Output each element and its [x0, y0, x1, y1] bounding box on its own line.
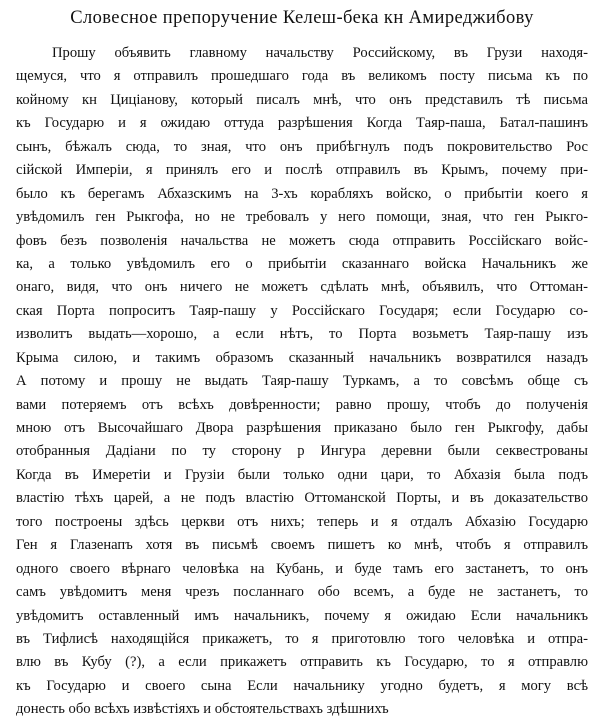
text-line: отобранныя Дадiани по ту сторону р Ингура деревни были секвестрованы [16, 443, 588, 460]
text-line: донесть обо всѣхъ извѣстiяхъ и обстоятельствахъ здѣшнихъ [16, 701, 389, 718]
text-line: койному кн Цицiанову, который писалъ мнѣ, что онъ представилъ тѣ письма [16, 91, 588, 108]
text-line: къ Государю и своего сына Если начальнику угодно будетъ, я могу всѣ [16, 677, 588, 694]
text-line: увѣдомилъ ген Рыкгофа, но не требовалъ у него помощи, зная, что ген Рыкго- [16, 209, 588, 226]
text-line: властiю тѣхъ царей, а не подъ властiю Оттоманской Порты, и въ доказательство [16, 490, 588, 507]
text-line: влю въ Кубу (?), а если прикажетъ отправить къ Государю, то я отправлю [16, 654, 588, 671]
text-line: щемуся, что я отправилъ прошедшаго года въ великомъ посту письма къ по [16, 68, 588, 85]
text-line: ка, а только увѣдомилъ его о прибытiи сказаннаго войска Начальникъ же [16, 255, 588, 272]
text-line: мною отъ Высочайшаго Двора разрѣшения приказано было ген Рыкгофу, дабы [16, 420, 588, 436]
text-line: того построены здѣсь церкви отъ нихъ; теперь и я отдалъ Абхазiю Государю [16, 513, 588, 530]
text-line: вами потеряемъ отъ всѣхъ довѣренности; равно прошу, чтобъ до полученiя [16, 396, 588, 413]
text-line: Когда въ Имеретiи и Грузiи были только одни цари, то Абхазiя была подъ [16, 466, 588, 483]
text-line: сiйской Имперiи, я принялъ его и послѣ отправилъ въ Крымъ, почему при- [16, 162, 588, 179]
text-line: было къ берегамъ Абхазскимъ на 3-хъ корабляхъ войско, о прибытiи коего я [16, 185, 588, 202]
text-line: самъ увѣдомитъ меня чрезъ посланнаго обо всемъ, а буде не застанетъ, то [16, 584, 588, 601]
text-line: изволитъ выдать—хорошо, а если нѣтъ, то Порта возьметъ Таяр-пашу изъ [16, 326, 588, 343]
document-title: Словесное препоручение Келеш-бека кн Амиреджибову [70, 8, 534, 28]
text-line: одного своего вѣрнаго человѣка на Кубань, и буде тамъ его застанетъ, то онъ [16, 560, 588, 577]
text-line: Прошу объявить главному начальству Российскому, въ Грузи находя- [52, 45, 588, 61]
text-line: сынъ, бѣжалъ сюда, то зная, что онъ прибѣгнулъ подъ покровительство Рос [16, 138, 588, 155]
text-line: Крыма силою, и такимъ образомъ сказанный начальникъ возвратился назадъ [16, 349, 588, 366]
text-line: фовъ безъ позволенiя начальства не можетъ сюда отправить Россiйскаго войс- [16, 232, 588, 249]
document-body [16, 42, 588, 722]
text-line: А потому и прошу не выдать Таяр-пашу Туркамъ, а то совсѣмъ обще съ [16, 373, 588, 390]
text-line: къ Государю и я ожидаю оттуда разрѣшения Когда Таяр-паша, Батал-пашинъ [16, 115, 588, 132]
text-line: увѣдомитъ оставленный имъ начальникъ, почему я ожидаю Если начальникъ [16, 607, 588, 624]
text-line: Ген я Глазенапъ хотя въ письмѣ своемъ пишетъ ко мнѣ, чтобъ я отправилъ [16, 537, 588, 554]
text-line: ская Порта попроситъ Таяр-пашу у Россiйскаго Государя; если Государю со- [16, 302, 588, 319]
text-line: онаго, видя, что онъ ничего не можетъ сдѣлать мнѣ, объявилъ, что Оттоман- [16, 279, 588, 296]
text-line: въ Тифлисѣ находящiйся прикажетъ, то я приготовлю того человѣка и отпра- [16, 630, 588, 647]
